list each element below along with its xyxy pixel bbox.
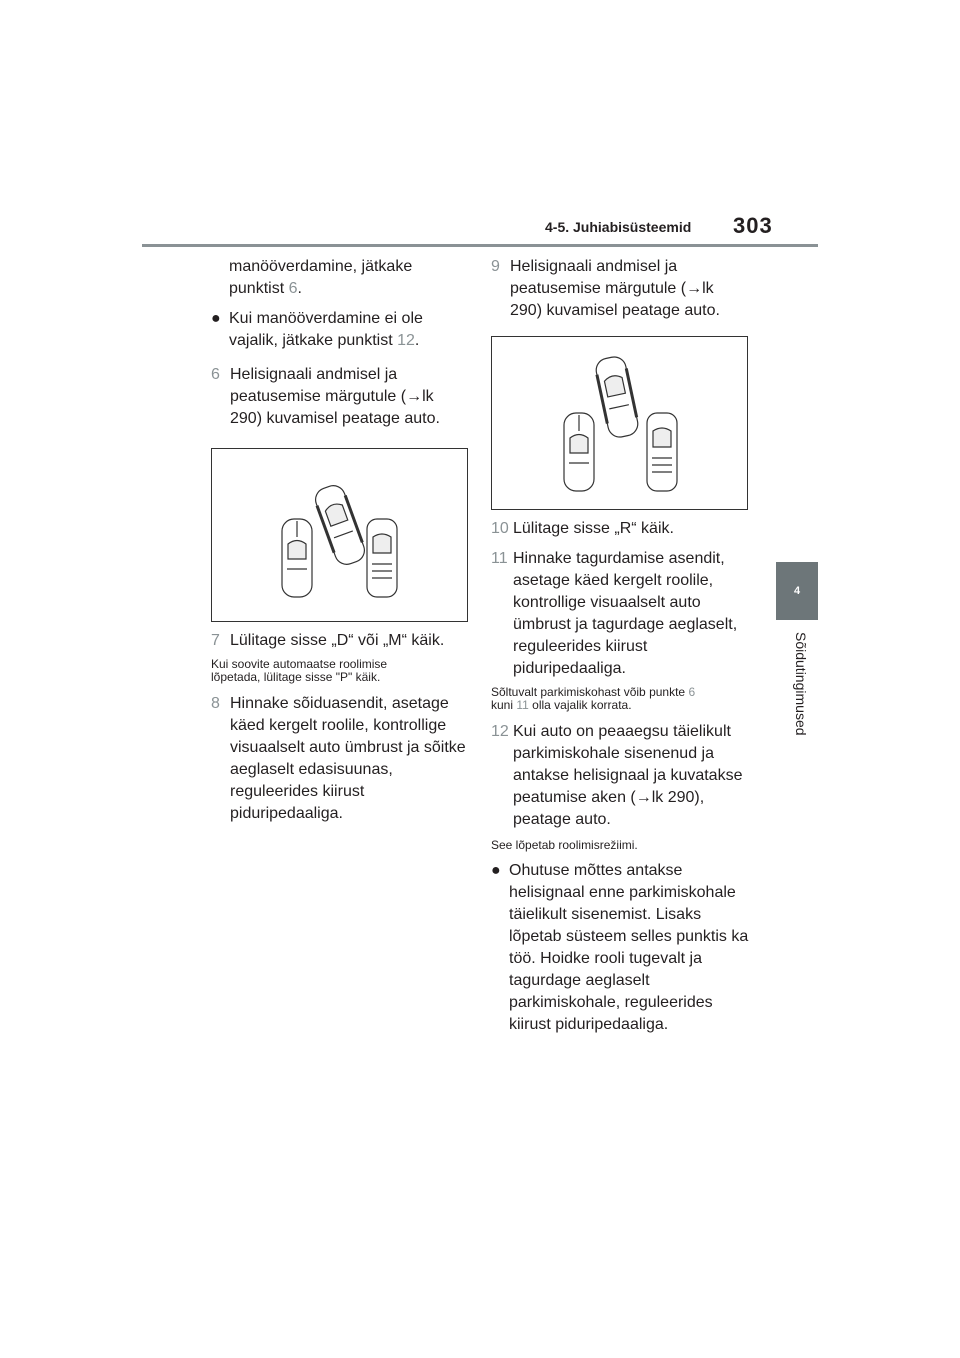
bullet-icon: ●: [211, 310, 221, 327]
step-text: Lülitage sisse „D“ või „M“ käik.: [230, 632, 445, 649]
step-number: 11: [491, 550, 508, 567]
note-text: Kui soovite automaatse roolimise lõpetada, lülitage sisse "P" käik.: [211, 657, 388, 684]
note-text: See lõpetab roolimisrežiimi.: [491, 838, 638, 852]
step-text: Helisignaali andmisel ja peatusemise märgutule (→lk 290) kuvamisel peatage auto.: [510, 258, 720, 319]
continued-paragraph: manööverdamine, jätkake punktist 6.: [229, 258, 413, 297]
step-6: [211, 364, 469, 430]
step-reference: 6: [688, 685, 696, 699]
cars-diagram: [212, 449, 467, 621]
header-rule: [142, 244, 818, 247]
chapter-label: Sõidutingimused: [793, 632, 809, 736]
car-left: [564, 413, 594, 491]
chapter-tab: 4: [776, 562, 818, 620]
step-reference: 11: [516, 698, 529, 712]
parking-figure-forward: [211, 448, 468, 622]
header-section-title: 4-5. Juhiabisüsteemid: [545, 219, 692, 235]
step-number: 7: [211, 632, 220, 649]
step-text: Lülitage sisse „R“ käik.: [513, 520, 674, 537]
page-number: 303: [733, 213, 773, 238]
car-right: [367, 519, 397, 597]
cars-diagram: [492, 337, 747, 509]
step-8: [211, 693, 469, 825]
bullet-icon: ●: [491, 862, 501, 879]
step-number: 6: [211, 366, 220, 383]
step-12: [491, 721, 749, 831]
step-text: Hinnake tagurdamise asendit, asetage käed kergelt roolile, kontrollige visuaalselt auto ümbrust ja tagurdage aeglaselt, reguleerides kiirust piduripedaaliga.: [513, 550, 738, 677]
step-7: [211, 630, 469, 652]
car-left: [282, 519, 312, 597]
parking-figure-reverse: [491, 336, 748, 510]
left-column: [211, 256, 469, 833]
car-center: [594, 355, 640, 439]
car-right: [647, 413, 677, 491]
step-text: Hinnake sõiduasendit, asetage käed kergelt roolile, kontrollige visuaalselt auto ümbrust ja sõitke aeglaselt edasisuunas, reguleerides kiirust piduripedaaliga.: [230, 695, 466, 822]
note-text: Sõltuvalt parkimiskohast võib punkte 6 kuni 11 olla vajalik korrata.: [491, 685, 696, 712]
step-text: Helisignaali andmisel ja peatusemise märgutule (→lk 290) kuvamisel peatage auto.: [230, 366, 440, 427]
step-number: 12: [491, 723, 509, 740]
step-number: 8: [211, 695, 220, 712]
step-9: [491, 256, 749, 322]
car-center: [312, 482, 368, 567]
step-10: [491, 518, 749, 540]
step-text: Kui auto on peaaegsu täielikult parkimiskohale sisenenud ja antakse helisignaal ja kuvatakse peatumise aken (→lk 290), peatage auto.: [513, 723, 743, 828]
step-reference: 12: [397, 332, 415, 349]
bullet-item: ● Kui manööverdamine ei ole vajalik, jätkake punktist 12.: [211, 310, 423, 349]
bullet-item: ● Ohutuse mõttes antakse helisignaal enne parkimiskohale täielikult sisenemist. Lisaks lõpetab süsteem selles punktis ka töö. Hoidke rooli tugevalt ja tagurdage aeglaselt parkimiskohale, reguleerides kiirust piduripedaaliga.: [491, 862, 749, 1033]
step-number: 10: [491, 520, 509, 537]
step-reference: 6: [288, 280, 298, 297]
right-column: [491, 256, 749, 1044]
step-11: [491, 548, 749, 680]
step-number: 9: [491, 258, 500, 275]
